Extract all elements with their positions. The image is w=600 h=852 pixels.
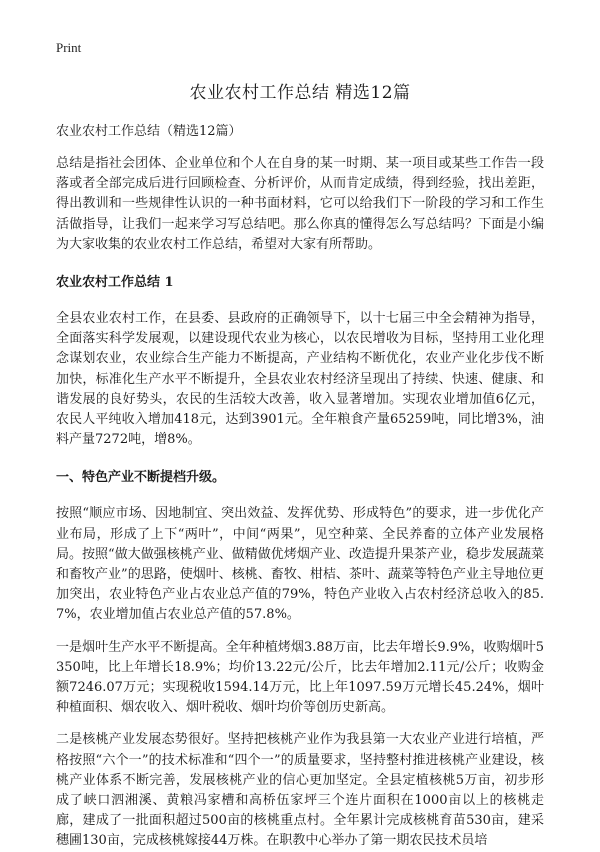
print-label: Print [56, 40, 82, 55]
page-title: 农业农村工作总结 精选12篇 [189, 83, 411, 103]
specialty-industry-paragraph: 按照“顺应市场、因地制宜、突出效益、发挥优势、形成特色”的要求，进一步优化产业布局，形成了上下“两叶”，中间“两果”，见空种菜、全民养畜的立体产业发展格局。按照“做大做强核桃产业、做精做优烤烟产业、改造提升果茶产业，稳步发展蔬菜和畜牧产业”的思路，使烟叶、核桃、畜牧、柑桔、茶叶、蔬菜等特色产业主导地位更加突出，农业特色产业占农业总产值的79%，特色产业收入占农村经济总收入的85.7%，农业增加值占农业总产值的57.8%。 [56, 506, 544, 623]
summary-1-paragraph: 全县农业农村工作，在县委、县政府的正确领导下，以十七届三中全会精神为指导，全面落实科学发展观，以建设现代农业为核心，以农民增收为目标，坚持用工业化理念谋划农业，农业综合生产能力不断提高，产业结构不断优化，农业产业化步伐不断加快，标准化生产水平不断提升，全县农业农村经济呈现出了持续、快速、健康、和谐发展的良好势头，农民的生活较大改善，收入显著增加。实现农业增加值6亿元，农民人平纯收入增加418元，达到3901元。全年粮食产量65259吨，同比增3%，油料产量7272吨，增8%。 [56, 311, 544, 448]
intro-paragraph: 总结是指社会团体、企业单位和个人在自身的某一时期、某一项目或某些工作告一段落或者全部完成后进行回顾检查、分析评价，从而肯定成绩，得到经验，找出差距，得出教训和一些规律性认识的一种书面材料，它可以给我们下一阶段的学习和工作生活做指导，让我们一起来学习写总结吧。那么你真的懂得怎么写总结吗？下面是小编为大家收集的农业农村工作总结，希望对大家有所帮助。 [56, 156, 544, 252]
tobacco-paragraph: 一是烟叶生产水平不断提高。全年种植烤烟3.88万亩，比去年增长9.9%，收购烟叶5350吨，比上年增长18.9%；均价13.22元/公斤，比去年增加2.11元/公斤；收购金额7246.07万元；实现税收1594.14万元，比上年1097.59万元增长45.24%，烟叶种植面积、烟农收入、烟叶税收、烟叶均价等创历史新高。 [56, 639, 544, 716]
section-heading-specialty-industry: 一、特色产业不断提档升级。 [56, 470, 226, 486]
walnut-paragraph: 二是核桃产业发展态势很好。坚持把核桃产业作为我县第一大农业产业进行培植，严格按照“六个一”的技术标准和“四个一”的质量要求，坚持整村推进核桃产业建设，核桃产业体系不断完善，发展核桃产业的信心更加坚定。全县定植核桃5万亩，初步形成了峡口泗湘溪、黄粮冯家槽和高桥伍家坪三个连片面积在1000亩以上的核桃走廊，建成了一批面积超过500亩的核桃重点村。全年累计完成核桃育苗530亩，建采穗圃130亩，完成核桃嫁接44万株。在职教中心举办了第一期农民技术员培 [56, 732, 544, 849]
section-heading-summary-1: 农业农村工作总结 1 [56, 275, 174, 291]
document-subtitle: 农业农村工作总结（精选12篇） [56, 124, 242, 139]
